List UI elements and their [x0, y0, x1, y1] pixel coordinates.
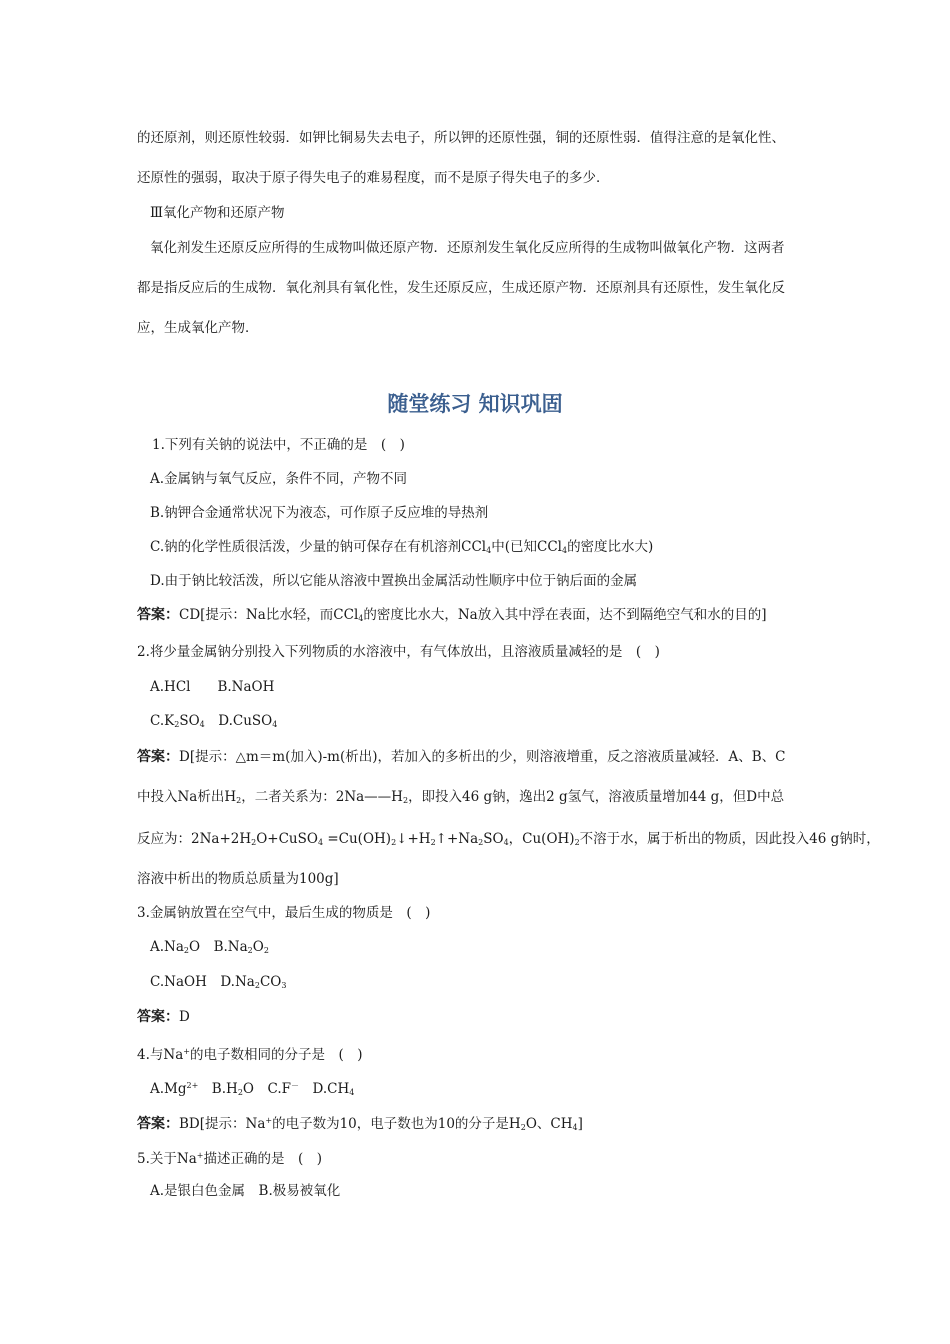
option: A.是银白色金属 B.极易被氧化: [150, 1183, 341, 1199]
answer-text: ，Cu(OH): [508, 831, 575, 847]
stem-text: 的电子数相同的分子是 ( ): [189, 1047, 363, 1063]
subscript: 4: [317, 838, 324, 847]
superscript: 2+: [186, 1081, 199, 1090]
intro-line: 还原性的强弱，取决于原子得失电子的难易程度，而不是原子得失电子的多少．: [137, 170, 610, 186]
answer-text: ↑+Na: [435, 831, 479, 847]
answer-label: 答案：: [137, 607, 179, 623]
superscript: +: [183, 1047, 190, 1056]
subscript: 2: [263, 946, 269, 955]
option: [150, 537, 830, 561]
stem-text: 5.关于Na: [137, 1151, 197, 1167]
option-text: C.NaOH D.Na: [150, 974, 255, 990]
subscript: 2: [254, 981, 260, 990]
option: D.由于钠比较活泼，所以它能从溶液中置换出金属活动性顺序中位于钠后面的金属: [150, 573, 638, 589]
answer: [137, 1007, 830, 1027]
intro-line: 应，生成氧化产物．: [137, 320, 259, 336]
stem-text: 描述正确的是 ( ): [203, 1151, 322, 1167]
answer-text: 的密度比水大，Na放入其中浮在表面，达不到隔绝空气和水的目的]: [363, 607, 767, 623]
intro-line: 都是指反应后的生成物．氧化剂具有氧化性，发生还原反应，生成还原产物．还原剂具有还原性，发生氧化反: [137, 280, 785, 296]
option: [150, 711, 830, 735]
option-text: A.Na: [150, 939, 184, 955]
question-stem: [137, 1042, 830, 1065]
subscript: 2: [174, 720, 180, 729]
answer-text: 中投入Na析出H: [137, 789, 237, 805]
answer-text: 不溶于水，属于析出的物质，因此投入46 g钠时，: [579, 831, 880, 847]
subscript: 2: [574, 838, 580, 847]
answer-line: 溶液中析出的物质总质量为100g]: [137, 871, 339, 887]
superscript: －: [290, 1081, 299, 1090]
answer-text: O+CuSO: [256, 831, 318, 847]
subscript: 2: [478, 838, 484, 847]
answer-text: O、CH: [525, 1116, 573, 1132]
option-text: B.H: [198, 1081, 238, 1097]
subscript: 2: [402, 796, 409, 805]
option-text: 中(已知CCl: [491, 539, 562, 555]
answer-label: 答案：: [137, 1009, 179, 1025]
option-text: 的密度比水大): [567, 539, 654, 555]
option-text: C.K: [150, 713, 175, 729]
subscript: 2: [237, 1088, 243, 1097]
subscript: 2: [430, 838, 436, 847]
option-text: SO: [179, 713, 200, 729]
answer-line: [137, 829, 880, 853]
subscript: 2: [236, 796, 242, 805]
subscript: 4: [272, 720, 278, 729]
answer-text: ，二者关系为：2Na——H: [241, 789, 403, 805]
answer-text: BD[提示：Na: [179, 1116, 266, 1132]
option: [150, 972, 830, 996]
subscript: 2: [183, 946, 189, 955]
option-text: O B.Na: [189, 939, 248, 955]
option: [150, 1076, 830, 1103]
subscript: 2: [251, 838, 257, 847]
answer-text: 的电子数为10，电子数也为10的分子是H: [272, 1116, 521, 1132]
option: [150, 937, 830, 961]
option-text: A.Mg: [150, 1081, 187, 1097]
subscript: 2: [391, 838, 397, 847]
subscript: 4: [503, 838, 509, 847]
option-text: CO: [259, 974, 282, 990]
intro-line: 氧化剂发生还原反应所得的生成物叫做还原产物．还原剂发生氧化反应所得的生成物叫做氧化产物．这两者: [150, 240, 785, 256]
question-stem: 2.将少量金属钠分别投入下列物质的水溶液中，有气体放出，且溶液质量减轻的是 ( ): [137, 644, 660, 660]
subscript: 4: [486, 546, 492, 555]
answer-text: SO: [483, 831, 504, 847]
answer-text: =Cu(OH): [323, 831, 392, 847]
answer-text: D[提示：△m＝m(加入)-m(析出)，若加入的多析出的少，则溶液增重，反之溶液质量减轻．A、B、C: [179, 749, 786, 765]
subscript: 4: [572, 1123, 578, 1132]
answer-text: 反应为：2Na+2H: [137, 831, 252, 847]
stem-text: 4.与Na: [137, 1047, 184, 1063]
subheading: Ⅲ氧化产物和还原产物: [150, 205, 285, 221]
answer: [137, 1111, 830, 1138]
answer-text: ↓+H: [396, 831, 431, 847]
option: B.钠钾合金通常状况下为液态，可作原子反应堆的导热剂: [150, 505, 489, 521]
answer-text: ，即投入46 g钠，逸出2 g氢气，溶液质量增加44 g，但D中总: [408, 789, 785, 805]
answer-text: CD[提示：Na比水轻，而CCl: [179, 607, 359, 623]
answer: [137, 747, 830, 767]
answer-label: 答案：: [137, 1116, 179, 1132]
option-text: O: [252, 939, 264, 955]
answer: [137, 605, 830, 629]
option-text: O C.F: [242, 1081, 291, 1097]
subscript: 4: [561, 546, 568, 555]
subscript: 3: [281, 981, 287, 990]
intro-line: 的还原剂，则还原性较弱．如钾比铜易失去电子，所以钾的还原性强，铜的还原性弱．值得注意的是氧化性、: [137, 130, 785, 146]
option: A.HCl B.NaOH: [150, 679, 275, 695]
section-title: 随堂练习 知识巩固: [387, 392, 563, 416]
subscript: 4: [199, 720, 205, 729]
subscript: 4: [349, 1088, 355, 1097]
superscript: +: [265, 1116, 273, 1125]
option-text: D.CuSO: [204, 713, 273, 729]
answer-text: ]: [577, 1116, 583, 1132]
answer-text: D: [179, 1009, 190, 1025]
option: A.金属钠与氧气反应，条件不同，产物不同: [150, 471, 408, 487]
answer-line: [137, 787, 830, 811]
question-stem: 1.下列有关钠的说法中，不正确的是 ( ): [152, 437, 405, 453]
question-stem: 3.金属钠放置在空气中，最后生成的物质是 ( ): [137, 905, 431, 921]
subscript: 2: [520, 1123, 526, 1132]
superscript: +: [196, 1151, 204, 1160]
option-text: C.钠的化学性质很活泼，少量的钠可保存在有机溶剂CCl: [150, 539, 487, 555]
subscript: 4: [358, 614, 364, 623]
question-stem: [137, 1146, 830, 1169]
answer-label: 答案：: [137, 749, 179, 765]
option-text: D.CH: [298, 1081, 350, 1097]
subscript: 2: [247, 946, 253, 955]
